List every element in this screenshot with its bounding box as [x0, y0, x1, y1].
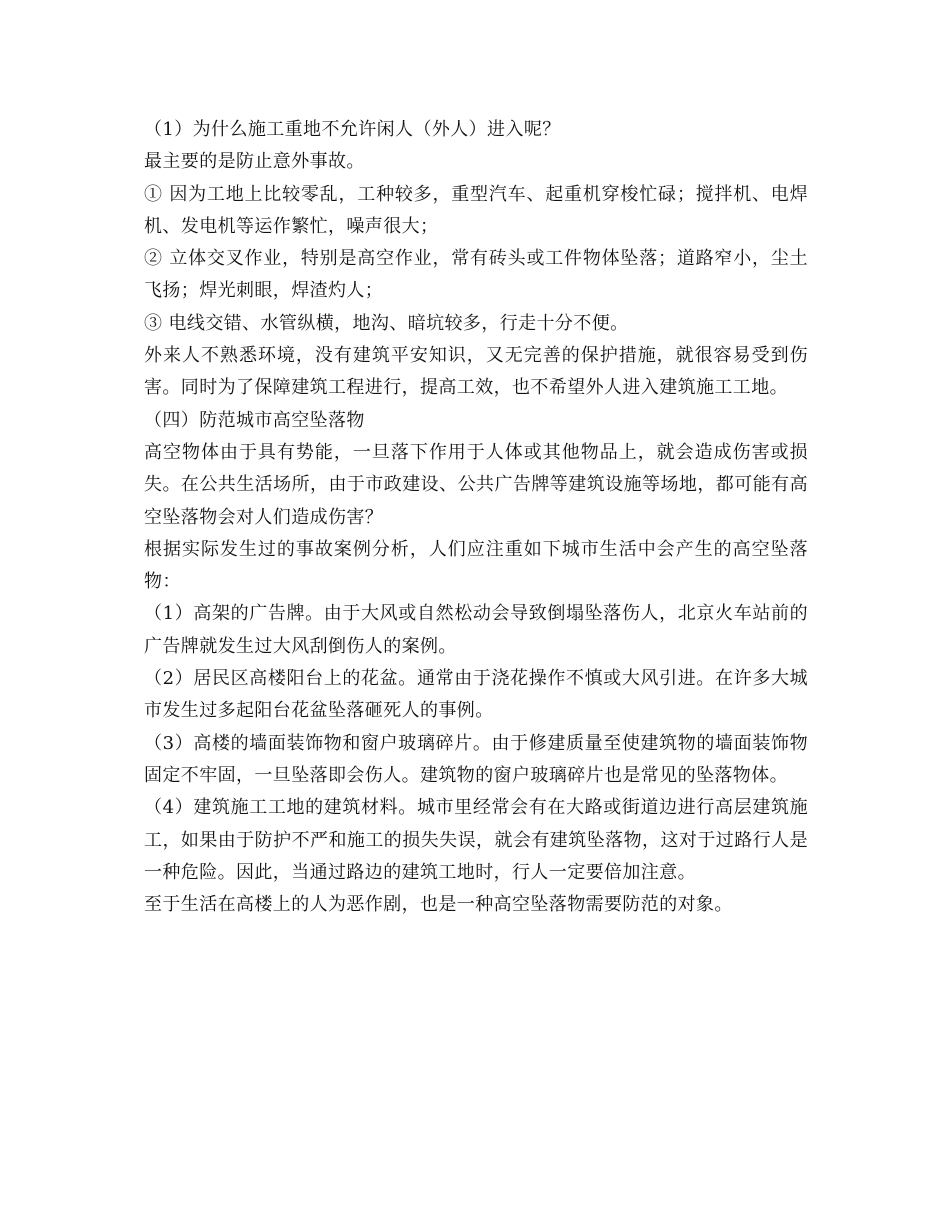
question-heading: （1）为什么施工重地不允许闲人（外人）进入呢？ [144, 119, 561, 140]
list-item-billboard: （1）高架的广告牌。由于大风或自然松动会导致倒塌坠落伤人，北京火车站前的广告牌就发生过大风刮倒伤人的案例。 [144, 603, 808, 657]
answer-intro: 最主要的是防止意外事故。 [144, 151, 365, 173]
list-item-construction-material: （4）建筑施工工地的建筑材料。城市里经常会有在大路或街道边进行高层建筑施工，如果由于防护不严和施工的损失失误，就会有建筑坠落物，这对于过路行人是一种危险。因此，当通过路边的建筑工地时，行人一定要倍加注意。 [144, 797, 808, 883]
closing-paragraph: 至于生活在高楼上的人为恶作剧，也是一种高空坠落物需要防范的对象。 [144, 894, 733, 916]
document-body [144, 114, 808, 921]
reason-1: ① 因为工地上比较零乱，工种较多，重型汽车、起重机穿梭忙碌；搅拌机、电焊机、发电机等运作繁忙，噪声很大； [144, 183, 808, 237]
outsider-risk-paragraph: 外来人不熟悉环境，没有建筑平安知识，又无完善的保护措施，就很容易受到伤害。同时为了保障建筑工程进行，提高工效，也不希望外人进入建筑施工工地。 [144, 345, 808, 399]
falling-object-intro: 高空物体由于具有势能，一旦落下作用于人体或其他物品上，就会造成伤害或损失。在公共生活场所，由于市政建设、公共广告牌等建筑设施等场地，都可能有高空坠落物会对人们造成伤害？ [144, 441, 808, 528]
list-item-wall-decoration: （3）高楼的墙面装饰物和窗户玻璃碎片。由于修建质量至使建筑物的墙面装饰物固定不牢固，一旦坠落即会伤人。建筑物的窗户玻璃碎片也是常见的坠落物体。 [144, 732, 808, 786]
section-heading: （四）防范城市高空坠落物 [144, 409, 365, 431]
reason-2: ② 立体交叉作业，特别是高空作业，常有砖头或工件物体坠落；道路窄小，尘土飞扬；焊光刺眼，焊渣灼人； [144, 248, 808, 302]
reason-3: ③ 电线交错、水管纵横，地沟、暗坑较多，行走十分不便。 [144, 312, 629, 334]
list-item-flowerpot: （2）居民区高楼阳台上的花盆。通常由于浇花操作不慎或大风引进。在许多大城市发生过多起阳台花盆坠落砸死人的事例。 [144, 668, 808, 722]
case-analysis-paragraph: 根据实际发生过的事故案例分析，人们应注重如下城市生活中会产生的高空坠落物： [144, 538, 808, 593]
